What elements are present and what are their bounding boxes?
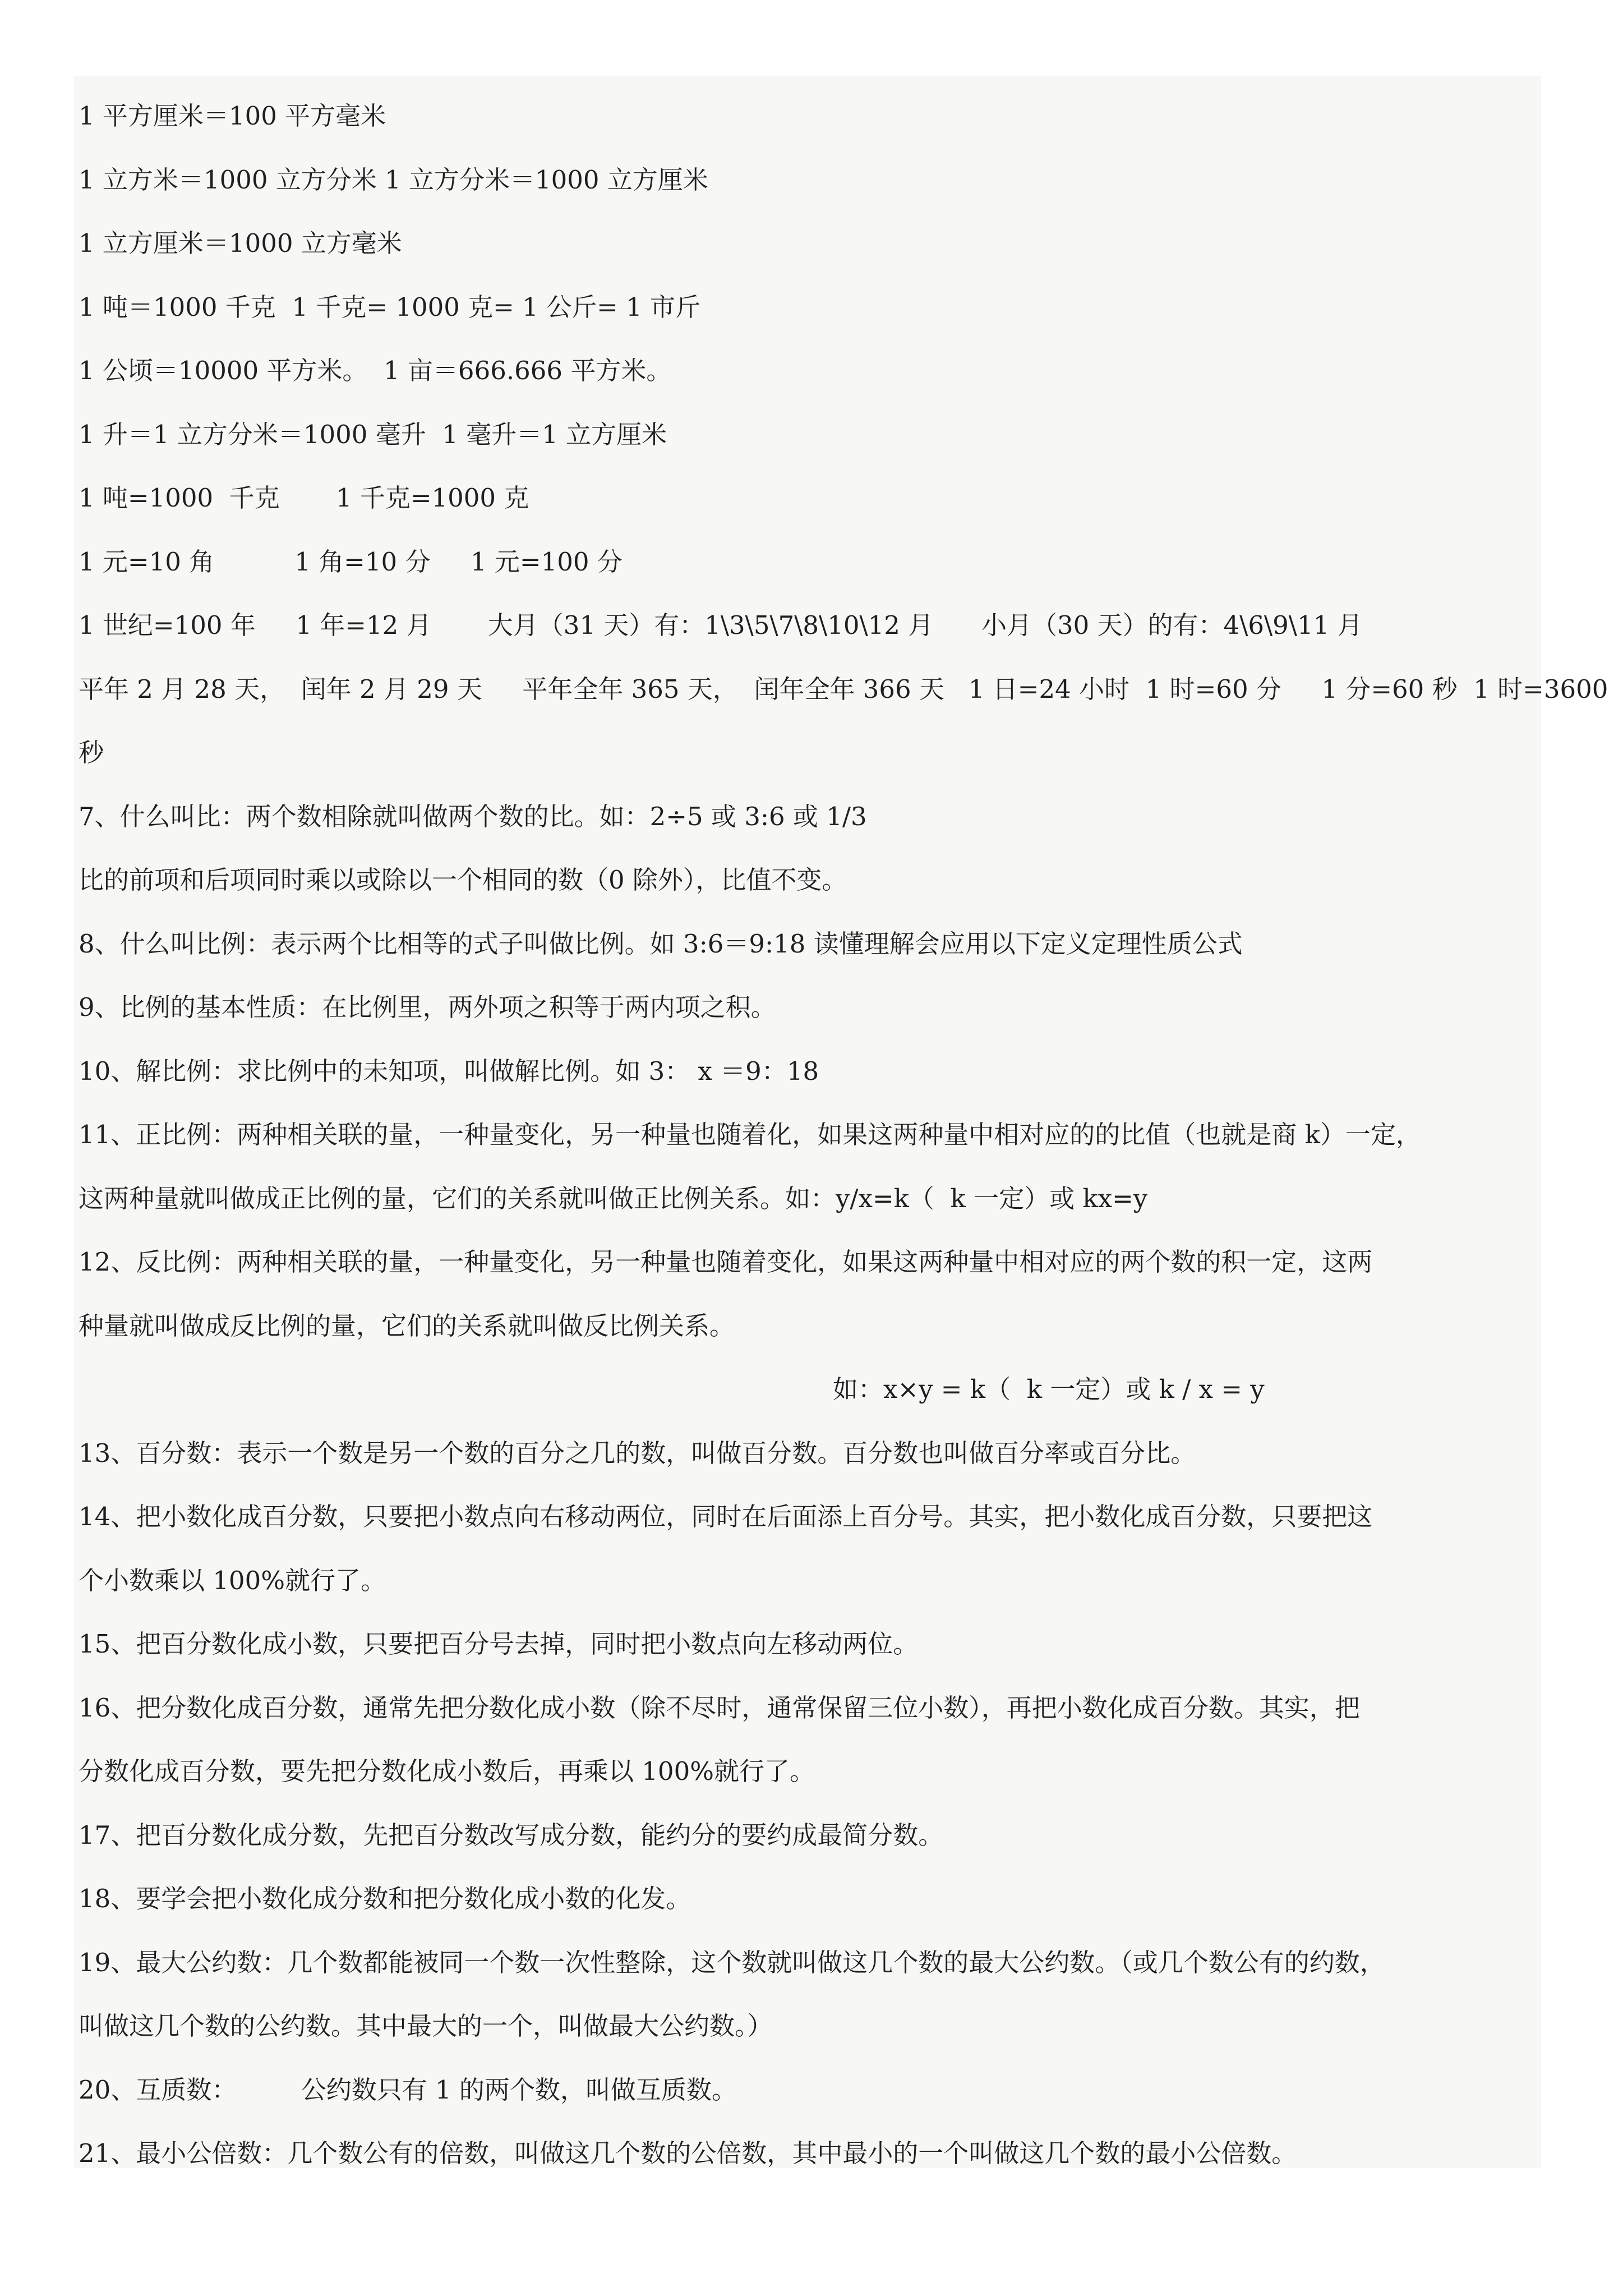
text-line: 种量就叫做成反比例的量，它们的关系就叫做反比例关系。	[79, 1310, 735, 1341]
text-line: 分数化成百分数，要先把分数化成小数后，再乘以 100%就行了。	[79, 1756, 815, 1786]
text-line: 1 吨=1000 千克 1 千克=1000 克	[79, 483, 529, 513]
text-line: 这两种量就叫做成正比例的量，它们的关系就叫做正比例关系。如：y/x=k（ k 一定）或 kx=y	[79, 1183, 1148, 1213]
text-line: 1 公顷＝10000 平方米。 1 亩＝666.666 平方米。	[79, 356, 672, 385]
text-line: 13、百分数：表示一个数是另一个数的百分之几的数，叫做百分数。百分数也叫做百分率或百分比。	[79, 1438, 1196, 1468]
text-line: 1 吨＝1000 千克 1 千克= 1000 克= 1 公斤= 1 市斤	[79, 292, 701, 322]
text-line: 个小数乘以 100%就行了。	[79, 1565, 386, 1595]
document-body	[79, 84, 1608, 2185]
text-line: 14、把小数化成百分数，只要把小数点向右移动两位，同时在后面添上百分号。其实，把小数化成百分数，只要把这	[79, 1502, 1373, 1531]
text-line: 8、什么叫比例：表示两个比相等的式子叫做比例。如 3:6＝9:18 读懂理解会应用以下定义定理性质公式	[79, 928, 1243, 959]
text-line: 1 升＝1 立方分米＝1000 毫升 1 毫升＝1 立方厘米	[79, 419, 667, 449]
text-line: 平年 2 月 28 天， 闰年 2 月 29 天 平年全年 365 天， 闰年全年 366 天 1 日=24 小时 1 时=60 分 1 分=60 秒 1 时=3600	[79, 674, 1608, 704]
text-line: 7、什么叫比：两个数相除就叫做两个数的比。如：2÷5 或 3:6 或 1/3	[79, 801, 867, 831]
text-line: 16、把分数化成百分数，通常先把分数化成小数（除不尽时，通常保留三位小数），再把小数化成百分数。其实，把	[79, 1692, 1360, 1723]
text-line: 1 立方米＝1000 立方分米 1 立方分米＝1000 立方厘米	[79, 164, 708, 195]
text-line: 19、最大公约数：几个数都能被同一个数一次性整除，这个数就叫做这几个数的最大公约数。（或几个数公有的约数，	[79, 1947, 1385, 1977]
text-line: 17、把百分数化成分数，先把百分数改写成分数，能约分的要约成最简分数。	[79, 1820, 944, 1850]
text-line: 1 世纪=100 年 1 年=12 月 大月（31 天）有：1\3\5\7\8\10\12 月 小月（30 天）的有：4\6\9\11 月	[79, 610, 1363, 640]
text-line: 比的前项和后项同时乘以或除以一个相同的数（0 除外），比值不变。	[79, 865, 847, 895]
text-line: 15、把百分数化成小数，只要把百分号去掉，同时把小数点向左移动两位。	[79, 1629, 919, 1659]
text-line: 18、要学会把小数化成分数和把分数化成小数的化发。	[79, 1884, 691, 1913]
text-line: 1 平方厘米＝100 平方毫米	[79, 101, 386, 131]
text-line: 1 立方厘米＝1000 立方毫米	[79, 228, 402, 258]
text-line: 21、最小公倍数：几个数公有的倍数，叫做这几个数的公倍数，其中最小的一个叫做这几个数的最小公倍数。	[79, 2138, 1297, 2168]
text-line: 10、解比例：求比例中的未知项，叫做解比例。如 3： x ＝9：18	[79, 1056, 819, 1086]
text-line: 如：x×y = k（ k 一定）或 k / x = y	[833, 1374, 1265, 1404]
text-line: 11、正比例：两种相关联的量，一种量变化，另一种量也随着化，如果这两种量中相对应的的比值（也就是商 k）一定，	[79, 1120, 1421, 1149]
text-line: 20、互质数： 公约数只有 1 的两个数，叫做互质数。	[79, 2074, 737, 2105]
text-line: 1 元=10 角 1 角=10 分 1 元=100 分	[79, 546, 623, 577]
text-line: 12、反比例：两种相关联的量，一种量变化，另一种量也随着变化，如果这两种量中相对应的两个数的积一定，这两	[79, 1247, 1373, 1277]
text-line: 秒	[79, 738, 104, 767]
text-line: 叫做这几个数的公约数。其中最大的一个，叫做最大公约数。）	[79, 2011, 773, 2041]
text-line: 9、比例的基本性质：在比例里，两外项之积等于两内项之积。	[79, 992, 776, 1022]
